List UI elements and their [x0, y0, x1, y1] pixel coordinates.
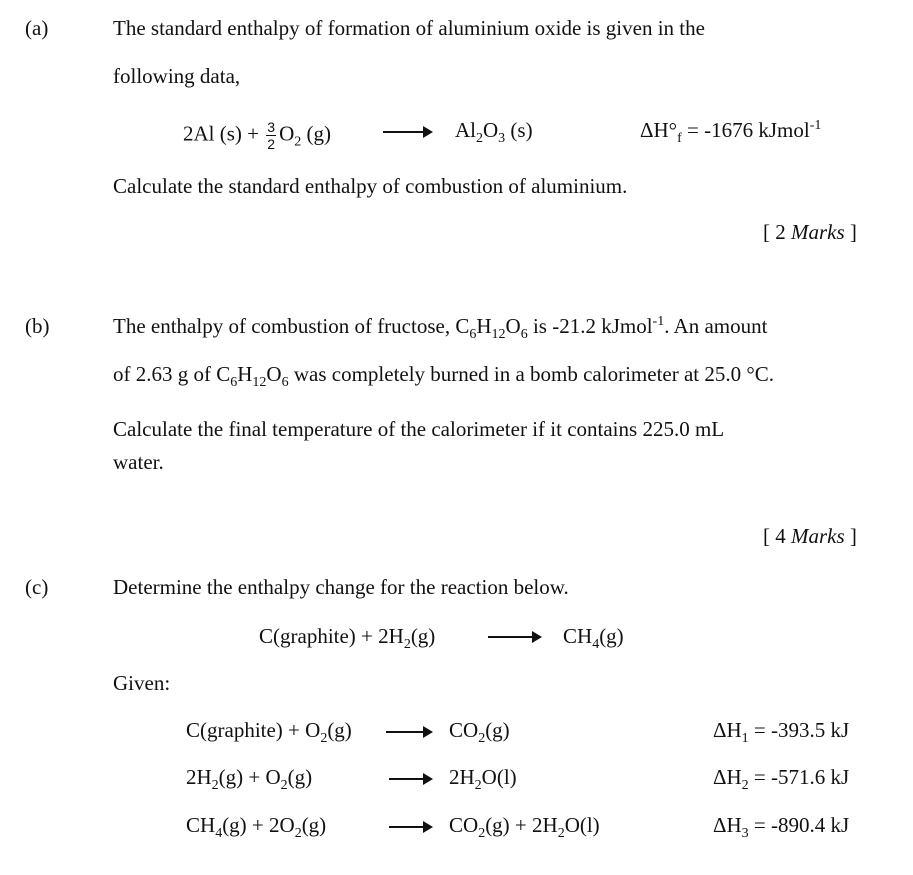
part-b-question-line1: Calculate the final temperature of the calorimeter if it contains 225.0 mL: [113, 417, 725, 441]
given-label: Given:: [113, 671, 171, 695]
part-c-intro: Determine the enthalpy change for the reaction below.: [113, 575, 569, 599]
given-reaction-2-arrow: [389, 778, 431, 780]
part-c-main-lhs: C(graphite) + $2H_2(g)$: [259, 624, 436, 653]
part-a-equation-lhs: 2Al (s) + $\frac{3}{2}$ $O_2$ (g): [183, 119, 331, 152]
part-b-marks: [ 4 Marks ]: [763, 524, 857, 548]
part-a-text-line1: The standard enthalpy of formation of aluminium oxide is given in the: [113, 16, 705, 40]
part-b-label: (b): [25, 314, 50, 338]
part-a-marks: [ 2 Marks ]: [763, 220, 857, 244]
given-reaction-2-lhs: $2H_2(g) + O_2(g)$: [186, 765, 313, 794]
given-reaction-3-enthalpy: $\Delta H_3 = -890.4$ kJ: [713, 813, 850, 842]
part-a-equation-rhs: $Al_2O_3$ (s): [455, 118, 533, 147]
part-b-text-line1: The enthalpy of combustion of fructose, $C_6H_{12}O_6$ is -21.2 kJmol$^{-1}$. An amount: [113, 314, 768, 343]
part-a-enthalpy-formation: $\Delta H^\circ_f = -1676$ kJmol$^{-1}$: [640, 118, 822, 147]
given-reaction-3-rhs: $CO_2(g) + 2H_2O(l)$: [449, 813, 600, 842]
main-reaction-arrow: [488, 636, 540, 638]
given-reaction-2-rhs: $2H_2O(l)$: [449, 765, 517, 794]
given-reaction-2-enthalpy: $\Delta H_2 = -571.6$ kJ: [713, 765, 850, 794]
given-reaction-3-arrow: [389, 826, 431, 828]
part-a-question: Calculate the standard enthalpy of combustion of aluminium.: [113, 174, 628, 198]
fraction-three-halves: $\frac{3}{2}$: [267, 119, 276, 152]
part-c-main-rhs: $CH_4(g)$: [563, 624, 624, 653]
part-c-label: (c): [25, 575, 49, 599]
part-b-question-line2: water.: [113, 450, 164, 474]
reaction-arrow: [383, 131, 431, 133]
part-a-label: (a): [25, 16, 49, 40]
given-reaction-1-lhs: C(graphite) + $O_2(g)$: [186, 718, 352, 747]
given-reaction-1-rhs: $CO_2(g)$: [449, 718, 510, 747]
part-a-text-line2: following data,: [113, 64, 241, 88]
part-b-text-line2: of 2.63 g of $C_6H_{12}O_6$ was completely burned in a bomb calorimeter at 25.0 °C.: [113, 362, 775, 391]
given-reaction-3-lhs: $CH_4(g) + 2O_2(g)$: [186, 813, 327, 842]
given-reaction-1-enthalpy: $\Delta H_1 = -393.5$ kJ: [713, 718, 850, 747]
given-reaction-1-arrow: [386, 731, 431, 733]
